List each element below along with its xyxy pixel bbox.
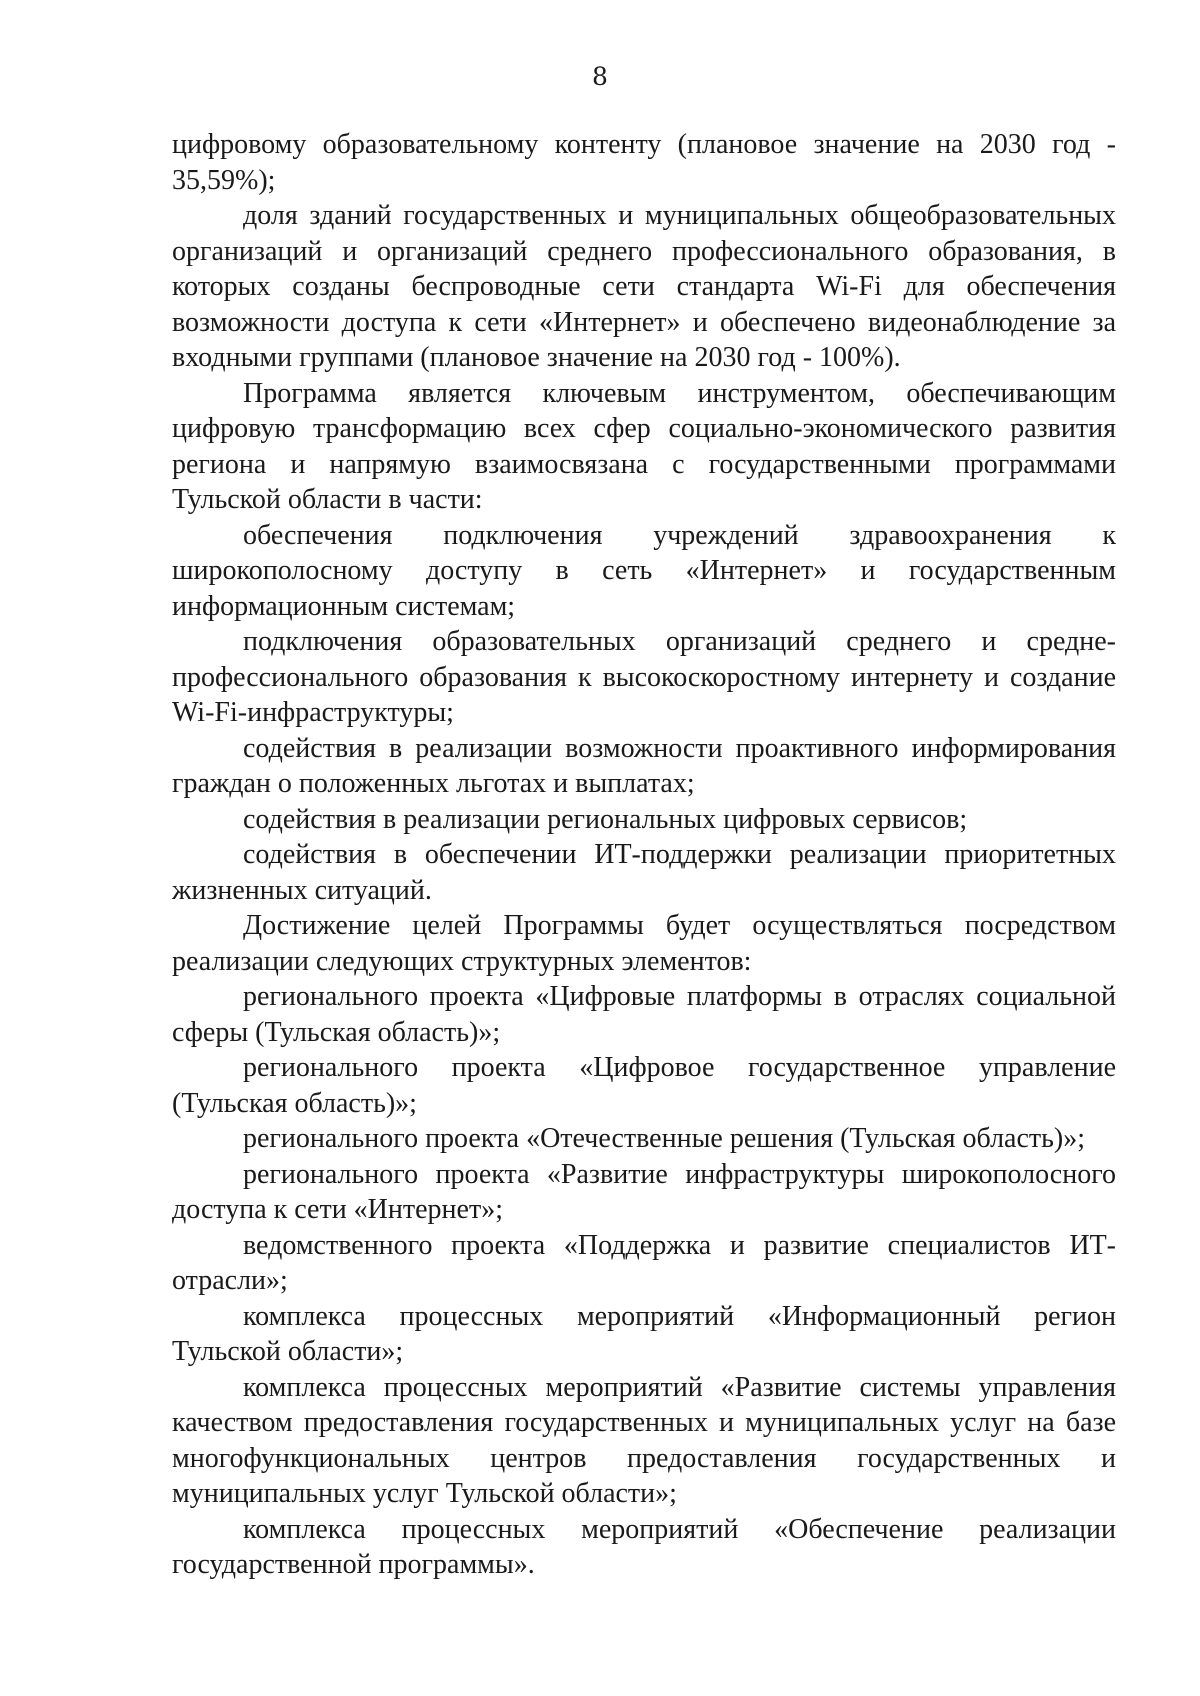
paragraph: регионального проекта «Цифровое государственное управление (Тульская область)»;	[172, 1052, 1116, 1119]
document-body	[172, 127, 1116, 1583]
paragraph: содействия в реализации региональных цифровых сервисов;	[243, 803, 968, 835]
paragraph: цифровому образовательному контенту (плановое значение на 2030 год - 35,59%);	[172, 129, 1116, 196]
paragraph: регионального проекта «Развитие инфраструктуры широкополосного доступа к сети «Интернет»;	[172, 1158, 1116, 1225]
paragraph: доля зданий государственных и муниципальных общеобразовательных организаций и организаций среднего профессионального образования, в которых созданы беспроводные сети стандарта Wi-Fi для обеспечения возможности доступа к сети «Интернет» и обеспечено видеонаблюдение за входными группами (плановое значение на 2030 год - 100%).	[172, 200, 1116, 373]
paragraph: подключения образовательных организаций среднего и средне-профессионального образования к высокоскоростному интернету и создание Wi-Fi-инфраструктуры;	[172, 626, 1116, 728]
paragraph: комплекса процессных мероприятий «Обеспечение реализации государственной программы».	[172, 1513, 1116, 1580]
paragraph: Достижение целей Программы будет осуществляться посредством реализации следующих структурных элементов:	[172, 910, 1116, 977]
page-number: 8	[592, 62, 608, 91]
paragraph: содействия в обеспечении ИТ-поддержки реализации приоритетных жизненных ситуаций.	[172, 839, 1116, 906]
paragraph: комплекса процессных мероприятий «Информационный регион Тульской области»;	[172, 1300, 1116, 1367]
paragraph: регионального проекта «Отечественные решения (Тульская область)»;	[243, 1123, 1086, 1154]
paragraph: обеспечения подключения учреждений здравоохранения к широкополосному доступу в сеть «Интернет» и государственным информационным системам;	[172, 519, 1116, 622]
paragraph: ведомственного проекта «Поддержка и развитие специалистов ИТ-отрасли»;	[172, 1229, 1116, 1296]
paragraph: комплекса процессных мероприятий «Развитие системы управления качеством предоставления государственных и муниципальных услуг на базе многофункциональных центров предоставления государственных и муниципальных услуг Тульской области»;	[172, 1371, 1116, 1509]
paragraph: содействия в реализации возможности проактивного информирования граждан о положенных льготах и выплатах;	[172, 732, 1116, 799]
paragraph: регионального проекта «Цифровые платформы в отраслях социальной сферы (Тульская область)»;	[172, 981, 1116, 1048]
paragraph: Программа является ключевым инструментом, обеспечивающим цифровую трансформацию всех сфер социально-экономического развития региона и напрямую взаимосвязана с государственными программами Тульской области в части:	[172, 377, 1116, 515]
